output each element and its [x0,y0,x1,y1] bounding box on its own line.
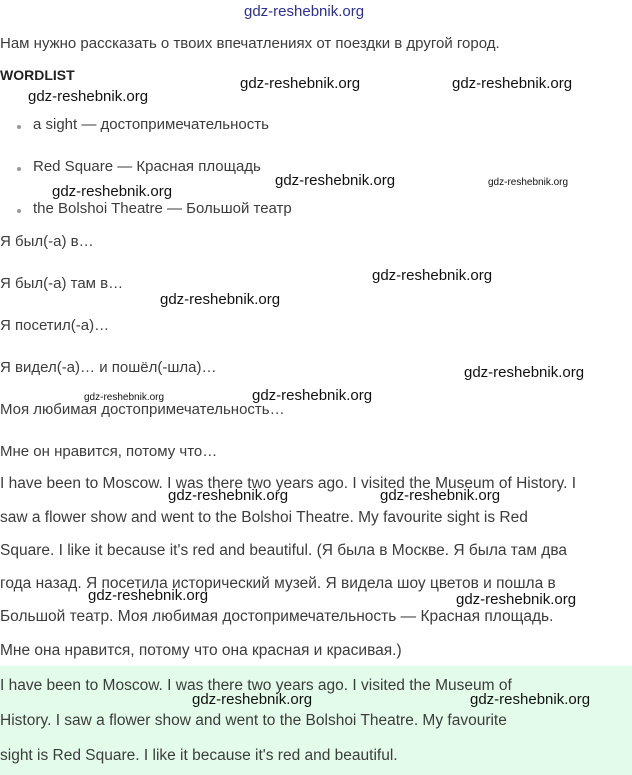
watermark: gdz-reshebnik.org [275,172,396,189]
wordlist-item-bolshoi: the Bolshoi Theatre — Большой театр [33,200,292,217]
wordlist-item-red-square: Red Square — Красная площадь [33,158,261,175]
watermark: gdz-reshebnik.org [380,487,501,504]
wordlist-item-sight: a sight — достопримечательность [33,116,269,133]
watermark: gdz-reshebnik.org [28,88,149,105]
example-line-1: I have been to Moscow. I was there two years ago. I visited the Museum of History. I [0,475,577,492]
watermark: gdz-reshebnik.org [452,75,573,92]
watermark-top: gdz-reshebnik.org [244,3,365,20]
watermark: gdz-reshebnik.org [252,387,373,404]
watermark: gdz-reshebnik.org [160,291,281,308]
answer-line-3: sight is Red Square. I like it because it's red and beautiful. [0,747,398,764]
phrase-5: Моя любимая достопримечательность… [0,401,285,418]
phrase-6: Мне он нравится, потому что… [0,443,218,460]
watermark: gdz-reshebnik.org [470,691,591,708]
watermark: gdz-reshebnik.org [464,364,585,381]
example-line-2: saw a flower show and went to the Bolshoi Theatre. My favourite sight is Red [0,509,528,526]
example-line-6: Мне она нравится, потому что она красная и красивая.) [0,642,402,659]
example-line-4: года назад. Я посетила исторический музей. Я видела шоу цветов и пошла в [0,575,556,592]
watermark: gdz-reshebnik.org [192,691,313,708]
watermark: gdz-reshebnik.org [88,587,209,604]
bullet-icon [17,209,21,213]
watermark: gdz-reshebnik.org [372,267,493,284]
example-line-5: Большой театр. Моя любимая достопримечательность — Красная площадь. [0,608,554,625]
phrase-2: Я был(-а) там в… [0,275,124,292]
phrase-3: Я посетил(-а)… [0,317,110,334]
answer-line-2: History. I saw a flower show and went to the Bolshoi Theatre. My favourite [0,712,507,729]
watermark: gdz-reshebnik.org [84,392,165,403]
watermark: gdz-reshebnik.org [456,591,577,608]
bullet-icon [17,167,21,171]
watermark: gdz-reshebnik.org [488,177,569,188]
example-line-3: Square. I like it because it's red and beautiful. (Я была в Москве. Я была там два [0,542,568,559]
watermark: gdz-reshebnik.org [168,487,289,504]
phrase-4: Я видел(-а)… и пошёл(-шла)… [0,359,217,376]
intro-text: Нам нужно рассказать о твоих впечатлениях от поездки в другой город. [0,35,500,52]
bullet-icon [17,125,21,129]
phrase-1: Я был(-а) в… [0,233,94,250]
wordlist-heading: WORDLIST [0,67,75,83]
watermark: gdz-reshebnik.org [52,183,173,200]
watermark: gdz-reshebnik.org [240,75,361,92]
answer-line-1: I have been to Moscow. I was there two years ago. I visited the Museum of [0,677,512,694]
